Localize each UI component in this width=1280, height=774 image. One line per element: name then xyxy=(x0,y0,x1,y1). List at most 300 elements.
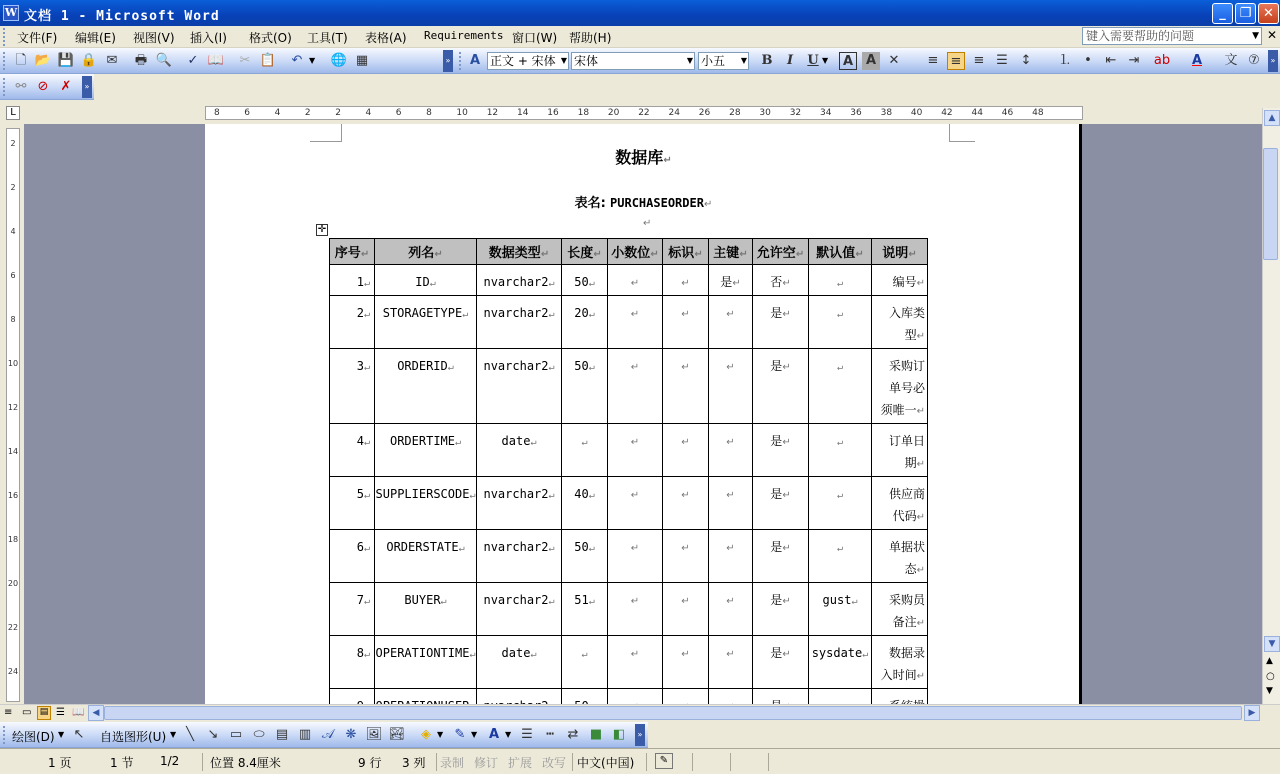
table-cell-no[interactable] xyxy=(330,477,375,530)
cell-mark: ↵ xyxy=(862,649,869,660)
table-row[interactable] xyxy=(330,424,928,477)
ruler-tick-label: 40 xyxy=(910,108,923,118)
status-extend[interactable]: 扩展 xyxy=(508,756,533,770)
cell-mark: ↵ xyxy=(630,362,640,373)
help-search-input[interactable] xyxy=(1082,27,1262,45)
table-cell-pk[interactable] xyxy=(709,583,753,636)
column-header-label: 说明 xyxy=(882,246,909,261)
table-icon[interactable]: ▦ xyxy=(355,53,369,68)
cell-text: nvarchar2 xyxy=(483,593,549,607)
column-header-label: 小数位 xyxy=(611,246,651,261)
line-style-icon[interactable]: ☰ xyxy=(521,727,533,742)
ruler-tick-label: 6 xyxy=(10,271,16,280)
column-header xyxy=(375,239,477,265)
menu-insert[interactable]: 插入(I) xyxy=(190,31,227,45)
menu-grip[interactable] xyxy=(3,28,7,46)
cell-text: 是 xyxy=(770,593,783,607)
cell-mark: ↵ xyxy=(363,309,370,320)
char-shading-button[interactable]: A xyxy=(862,52,880,70)
cell-text: 采购订单号必须唯一 xyxy=(880,359,925,417)
table-cell-len[interactable] xyxy=(562,265,608,296)
cell-mark: ↵ xyxy=(681,362,690,373)
horizontal-scroll-thumb[interactable] xyxy=(104,706,1242,720)
toolbar-area xyxy=(94,74,1280,102)
link-icon[interactable]: ⚯ xyxy=(15,79,27,94)
column-header-label: 主键 xyxy=(713,246,740,261)
vertical-textbox-icon[interactable]: ▥ xyxy=(298,727,312,742)
table-cell-null[interactable] xyxy=(753,265,809,296)
ruler-tick-label: 4 xyxy=(365,108,372,118)
cell-mark: ↵ xyxy=(588,490,595,501)
ruler-tick-label: 30 xyxy=(759,108,771,118)
new-doc-icon[interactable]: 🗋 xyxy=(15,53,27,68)
table-row[interactable] xyxy=(330,636,928,689)
save-icon[interactable]: 💾 xyxy=(57,53,75,68)
paragraph-mark: ↵ xyxy=(703,199,713,210)
scroll-down-icon[interactable]: ▼ xyxy=(1264,636,1280,652)
close-doc-icon[interactable]: ✕ xyxy=(1267,28,1278,42)
cut-icon[interactable]: ✂ xyxy=(239,53,251,68)
table-cell-dec[interactable] xyxy=(608,296,663,349)
arrow-style-icon[interactable]: ⇄ xyxy=(567,727,579,742)
table-cell-type[interactable] xyxy=(477,265,562,296)
paste-icon[interactable]: 📋 xyxy=(259,53,277,68)
status-track[interactable]: 修订 xyxy=(474,756,499,770)
cell-text: 8 xyxy=(356,646,364,660)
outline-view-icon[interactable]: ☰ xyxy=(56,707,65,718)
draw-font-color-icon[interactable]: A xyxy=(488,727,500,742)
arrow-icon[interactable]: ↘ xyxy=(207,727,219,742)
spelling-icon[interactable]: ✓ xyxy=(187,53,199,68)
status-overtype[interactable]: 改写 xyxy=(542,756,567,770)
browse-object-icon[interactable]: ○ xyxy=(1266,671,1275,682)
italic-button[interactable]: I xyxy=(786,53,794,68)
table-cell-type[interactable] xyxy=(477,477,562,530)
table-row[interactable] xyxy=(330,477,928,530)
status-record[interactable]: 录制 xyxy=(440,756,465,770)
table-cell-def[interactable] xyxy=(809,636,872,689)
textbox-icon[interactable]: ▤ xyxy=(275,727,289,742)
3d-icon[interactable]: ◧ xyxy=(612,727,626,742)
cell-mark: ↵ xyxy=(916,459,925,470)
table-cell-ident[interactable] xyxy=(663,296,709,349)
cell-mark: ↵ xyxy=(434,249,443,260)
cell-mark: ↵ xyxy=(916,278,925,289)
menu-view[interactable]: 视图(V) xyxy=(133,31,175,45)
ruler-tick-label: 4 xyxy=(274,108,281,118)
cell-mark: ↵ xyxy=(782,309,791,320)
table-cell-def[interactable] xyxy=(809,477,872,530)
table-cell-def[interactable] xyxy=(809,583,872,636)
menu-table[interactable]: 表格(A) xyxy=(365,31,407,45)
table-cell-ident[interactable] xyxy=(663,636,709,689)
table-cell-name[interactable] xyxy=(375,477,477,530)
table-cell-null[interactable] xyxy=(753,424,809,477)
minimize-button[interactable]: _ xyxy=(1212,3,1233,24)
shadow-icon[interactable]: ■ xyxy=(589,727,603,742)
table-cell-null[interactable] xyxy=(753,636,809,689)
cell-mark: ↵ xyxy=(681,490,690,501)
ruler-tick-label: 8 xyxy=(214,108,220,118)
cell-mark: ↵ xyxy=(726,362,735,373)
normal-view-icon[interactable]: ≡ xyxy=(4,707,13,718)
cell-text: 40 xyxy=(574,487,589,501)
cell-mark: ↵ xyxy=(916,406,925,417)
chevron-down-icon[interactable]: ▼ xyxy=(437,730,444,739)
schema-table[interactable] xyxy=(329,238,928,742)
table-cell-def[interactable] xyxy=(809,349,872,424)
table-cell-name[interactable] xyxy=(375,636,477,689)
table-row[interactable] xyxy=(330,296,928,349)
cell-mark: ↵ xyxy=(462,309,469,320)
vertical-scroll-thumb[interactable] xyxy=(1263,148,1278,260)
menu-requirements[interactable]: Requirements xyxy=(424,29,504,42)
ruler-tick-label: 2 xyxy=(304,108,311,118)
oval-icon[interactable]: ⬭ xyxy=(253,727,265,742)
ruler-tick-label: 6 xyxy=(244,108,251,118)
table-cell-dec[interactable] xyxy=(608,477,663,530)
table-cell-desc[interactable] xyxy=(872,296,928,349)
picture-icon[interactable]: 🏞 xyxy=(388,727,406,742)
table-cell-ident[interactable] xyxy=(663,583,709,636)
table-cell-desc[interactable] xyxy=(872,636,928,689)
column-header xyxy=(608,239,663,265)
undo-dropdown-icon[interactable]: ▼ xyxy=(309,56,316,65)
cell-text: 4 xyxy=(356,434,364,448)
font-color-button[interactable]: A xyxy=(1191,53,1203,68)
chevron-down-icon: ▼ xyxy=(740,56,747,65)
align-right-icon[interactable]: ≡ xyxy=(973,53,985,68)
table-cell-pk[interactable] xyxy=(709,424,753,477)
prev-page-icon[interactable]: ▲ xyxy=(1266,656,1273,666)
table-cell-pk[interactable] xyxy=(709,530,753,583)
cell-mark: ↵ xyxy=(363,362,370,373)
toolbar-area xyxy=(648,722,1280,748)
table-cell-null[interactable] xyxy=(753,296,809,349)
chevron-down-icon[interactable]: ▼ xyxy=(1252,31,1259,41)
remove-icon[interactable]: ✗ xyxy=(60,79,72,94)
table-row[interactable] xyxy=(330,349,928,424)
autoshapes-button[interactable]: 自选图形(U) xyxy=(100,730,167,744)
table-cell-len[interactable] xyxy=(562,583,608,636)
table-cell-desc[interactable] xyxy=(872,265,928,296)
bold-button[interactable]: B xyxy=(761,53,773,68)
chevron-down-icon[interactable]: ▼ xyxy=(170,730,177,739)
table-cell-type[interactable] xyxy=(477,530,562,583)
table-cell-no[interactable] xyxy=(330,349,375,424)
table-cell-ident[interactable] xyxy=(663,265,709,296)
table-cell-def[interactable] xyxy=(809,424,872,477)
divider xyxy=(202,753,203,771)
divider xyxy=(646,753,647,771)
char-scale-icon[interactable]: ✕ xyxy=(888,53,900,68)
table-cell-dec[interactable] xyxy=(608,583,663,636)
toolbar-options-icon[interactable]: » xyxy=(635,724,645,746)
table-cell-null[interactable] xyxy=(753,530,809,583)
hyperlink-icon[interactable]: 🌐 xyxy=(330,53,348,68)
table-cell-len[interactable] xyxy=(562,477,608,530)
cell-mark: ↵ xyxy=(630,437,640,448)
table-cell-len[interactable] xyxy=(562,424,608,477)
cell-text: nvarchar2 xyxy=(483,359,549,373)
underline-dropdown-icon[interactable]: ▼ xyxy=(822,56,829,65)
cell-mark: ↵ xyxy=(588,309,595,320)
chevron-down-icon[interactable]: ▼ xyxy=(58,730,65,739)
table-cell-len[interactable] xyxy=(562,296,608,349)
table-cell-pk[interactable] xyxy=(709,477,753,530)
table-cell-dec[interactable] xyxy=(608,265,663,296)
title-bar xyxy=(0,0,1280,26)
cell-text: 编号 xyxy=(892,275,917,289)
divider xyxy=(436,753,437,771)
table-cell-def[interactable] xyxy=(809,530,872,583)
cell-text: nvarchar2 xyxy=(483,487,549,501)
char-border-button[interactable]: A xyxy=(839,52,857,70)
table-cell-no[interactable] xyxy=(330,583,375,636)
select-objects-icon[interactable]: ↖ xyxy=(73,727,85,742)
table-cell-def[interactable] xyxy=(809,265,872,296)
table-cell-ident[interactable] xyxy=(663,530,709,583)
bullets-icon[interactable]: • xyxy=(1084,53,1092,68)
margin-corner xyxy=(949,124,975,142)
table-move-handle-icon[interactable]: ✛ xyxy=(317,224,327,235)
cell-mark: ↵ xyxy=(548,490,555,501)
cell-text: ORDERSTATE xyxy=(386,540,459,554)
wordart-icon[interactable]: 𝒜 xyxy=(321,727,335,742)
table-cell-desc[interactable] xyxy=(872,477,928,530)
dash-style-icon[interactable]: ┅ xyxy=(546,727,554,742)
print-preview-icon[interactable]: 🔍 xyxy=(155,53,173,68)
menu-tools[interactable]: 工具(T) xyxy=(307,31,348,45)
line-icon[interactable]: ╲ xyxy=(186,727,194,742)
cell-text: date xyxy=(501,434,531,448)
web-view-icon[interactable]: ▭ xyxy=(22,707,32,718)
decrease-indent-icon[interactable]: ⇤ xyxy=(1105,53,1117,68)
chevron-down-icon: ▼ xyxy=(560,56,567,65)
cell-text: 是 xyxy=(770,359,783,373)
cell-mark: ↵ xyxy=(593,249,602,260)
divider xyxy=(692,753,693,771)
cell-text: 入库类型 xyxy=(888,306,925,342)
status-position: 位置 8.4厘米 xyxy=(210,756,281,770)
cell-mark: ↵ xyxy=(681,543,690,554)
ruler-tick-label: 20 xyxy=(607,108,620,118)
table-cell-pk[interactable] xyxy=(709,636,753,689)
menu-edit[interactable]: 编辑(E) xyxy=(75,31,116,45)
diagram-icon[interactable]: ❋ xyxy=(345,727,357,742)
line-color-icon[interactable]: ✎ xyxy=(454,727,466,742)
table-cell-null[interactable] xyxy=(753,583,809,636)
format-toolbar-grip[interactable] xyxy=(459,52,463,70)
cell-mark: ↵ xyxy=(782,596,791,607)
ruler-scale[interactable] xyxy=(205,106,1083,120)
no-permission-icon[interactable]: ⊘ xyxy=(37,79,49,94)
toolbar-options-icon[interactable]: » xyxy=(82,76,92,98)
clipart-icon[interactable]: 🖼 xyxy=(365,727,383,742)
table-cell-ident[interactable] xyxy=(663,477,709,530)
print-view-icon[interactable]: ▤ xyxy=(37,706,51,720)
table-name-line xyxy=(205,192,1082,211)
maximize-button[interactable]: ❐ xyxy=(1235,3,1256,24)
justify-icon[interactable]: ☰ xyxy=(996,53,1008,68)
line-spacing-icon[interactable]: ↕ xyxy=(1020,53,1032,68)
ruler-tick-label: 14 xyxy=(517,108,529,118)
table-cell-name[interactable] xyxy=(375,296,477,349)
cell-text: 是 xyxy=(720,275,733,289)
table-cell-dec[interactable] xyxy=(608,349,663,424)
ruler-tick-label: 2 xyxy=(335,108,341,118)
numbering-icon[interactable]: ⒈ xyxy=(1058,53,1072,68)
increase-indent-icon[interactable]: ⇥ xyxy=(1128,53,1140,68)
cell-mark: ↵ xyxy=(548,596,555,607)
table-cell-name[interactable] xyxy=(375,530,477,583)
undo-icon[interactable]: ↶ xyxy=(291,53,303,68)
table-row[interactable] xyxy=(330,265,928,296)
table-cell-len[interactable] xyxy=(562,349,608,424)
vertical-ruler-scale[interactable] xyxy=(6,128,20,702)
cell-mark: ↵ xyxy=(440,596,447,607)
word-icon[interactable]: W xyxy=(4,6,18,19)
toolbar-grip[interactable] xyxy=(3,726,7,744)
cell-mark: ↵ xyxy=(650,249,659,260)
cell-mark: ↵ xyxy=(836,309,844,320)
scroll-right-icon[interactable]: ▶ xyxy=(1244,705,1260,721)
cell-mark: ↵ xyxy=(540,249,550,260)
scroll-left-icon[interactable]: ◀ xyxy=(88,705,104,721)
table-cell-no[interactable] xyxy=(330,530,375,583)
email-icon[interactable]: ✉ xyxy=(106,53,118,68)
table-row[interactable] xyxy=(330,530,928,583)
table-cell-no[interactable] xyxy=(330,265,375,296)
table-cell-def[interactable] xyxy=(809,296,872,349)
table-cell-desc[interactable] xyxy=(872,424,928,477)
table-cell-type[interactable] xyxy=(477,583,562,636)
table-cell-type[interactable] xyxy=(477,424,562,477)
table-cell-no[interactable] xyxy=(330,424,375,477)
table-cell-name[interactable] xyxy=(375,424,477,477)
column-header xyxy=(872,239,928,265)
menu-format[interactable]: 格式(O) xyxy=(249,31,292,45)
scroll-up-icon[interactable]: ▲ xyxy=(1264,110,1280,126)
table-cell-ident[interactable] xyxy=(663,349,709,424)
rectangle-icon[interactable]: ▭ xyxy=(229,727,243,742)
chevron-down-icon[interactable]: ▼ xyxy=(471,730,478,739)
phonetic-guide-icon[interactable]: 文 xyxy=(1224,53,1238,68)
spelling-status-icon[interactable]: ✎ xyxy=(655,753,673,769)
table-row[interactable] xyxy=(330,583,928,636)
table-cell-pk[interactable] xyxy=(709,349,753,424)
underline-button[interactable]: U xyxy=(807,53,819,68)
ruler-tick-label: 24 xyxy=(668,108,680,118)
cell-mark: ↵ xyxy=(530,437,537,448)
table-cell-desc[interactable] xyxy=(872,583,928,636)
cell-mark: ↵ xyxy=(630,309,640,320)
toolbar-options-icon[interactable]: » xyxy=(443,50,453,72)
cell-mark: ↵ xyxy=(360,249,370,260)
print-icon[interactable]: 🖶 xyxy=(134,53,148,68)
table-cell-pk[interactable] xyxy=(709,265,753,296)
cell-mark: ↵ xyxy=(782,490,791,501)
table-cell-type[interactable] xyxy=(477,636,562,689)
align-center-icon[interactable]: ≡ xyxy=(947,52,965,70)
cell-mark: ↵ xyxy=(429,278,436,289)
ruler-tick-label: 22 xyxy=(7,623,19,632)
cell-mark: ↵ xyxy=(363,649,370,660)
enclose-char-icon[interactable]: ⑦ xyxy=(1248,53,1260,68)
table-cell-desc[interactable] xyxy=(872,349,928,424)
table-cell-name[interactable] xyxy=(375,265,477,296)
table-cell-pk[interactable] xyxy=(709,296,753,349)
cell-mark: ↵ xyxy=(588,362,595,373)
table-cell-ident[interactable] xyxy=(663,424,709,477)
font-size-select[interactable] xyxy=(698,52,749,70)
permission-icon[interactable]: 🔒 xyxy=(80,53,98,68)
highlight-icon[interactable]: ab xyxy=(1153,53,1171,68)
menu-help[interactable]: 帮助(H) xyxy=(569,31,612,45)
table-cell-dec[interactable] xyxy=(608,424,663,477)
table-cell-no[interactable] xyxy=(330,296,375,349)
cell-text: date xyxy=(501,646,531,660)
cell-mark: ↵ xyxy=(836,278,844,289)
menu-window[interactable]: 窗口(W) xyxy=(512,31,558,45)
table-cell-len[interactable] xyxy=(562,530,608,583)
close-button[interactable]: ✕ xyxy=(1258,3,1279,24)
style-select[interactable] xyxy=(487,52,569,70)
table-cell-name[interactable] xyxy=(375,583,477,636)
cell-mark: ↵ xyxy=(630,543,640,554)
cell-mark: ↵ xyxy=(916,618,925,629)
table-cell-name[interactable] xyxy=(375,349,477,424)
toolbar-grip[interactable] xyxy=(3,52,7,70)
status-language: 中文(中国) xyxy=(577,756,635,770)
toolbar-row-2 xyxy=(0,74,94,100)
table-cell-null[interactable] xyxy=(753,477,809,530)
cell-mark: ↵ xyxy=(548,309,555,320)
research-icon[interactable]: 📖 xyxy=(207,53,225,68)
font-select[interactable] xyxy=(571,52,695,70)
column-header xyxy=(663,239,709,265)
open-folder-icon[interactable]: 📂 xyxy=(34,53,52,68)
table-cell-type[interactable] xyxy=(477,349,562,424)
table-cell-null[interactable] xyxy=(753,349,809,424)
cell-mark: ↵ xyxy=(795,249,805,260)
table-cell-desc[interactable] xyxy=(872,530,928,583)
fill-color-icon[interactable]: ◈ xyxy=(421,727,431,742)
styles-icon[interactable]: A xyxy=(469,53,481,68)
tab-selector-icon[interactable]: L xyxy=(6,106,20,120)
toolbar-options-icon[interactable]: » xyxy=(1268,50,1278,72)
table-cell-dec[interactable] xyxy=(608,530,663,583)
next-page-icon[interactable]: ▼ xyxy=(1266,686,1273,696)
cell-text: 6 xyxy=(356,540,364,554)
ruler-tick-label: 10 xyxy=(456,108,468,118)
column-header-label: 列名 xyxy=(408,246,435,261)
table-cell-len[interactable] xyxy=(562,636,608,689)
table-cell-type[interactable] xyxy=(477,296,562,349)
menu-file[interactable]: 文件(F) xyxy=(17,31,58,45)
cell-mark: ↵ xyxy=(363,490,370,501)
draw-menu-button[interactable]: 绘图(D) xyxy=(12,730,55,744)
chevron-down-icon[interactable]: ▼ xyxy=(505,730,512,739)
toolbar-grip[interactable] xyxy=(3,78,7,96)
table-cell-dec[interactable] xyxy=(608,636,663,689)
column-header-label: 允许空 xyxy=(756,246,796,261)
table-cell-no[interactable] xyxy=(330,636,375,689)
ruler-tick-label: 36 xyxy=(850,108,862,118)
cell-text: 采购员备注 xyxy=(888,593,925,629)
reading-view-icon[interactable]: 📖 xyxy=(72,707,85,718)
align-left-icon[interactable]: ≡ xyxy=(927,53,939,68)
